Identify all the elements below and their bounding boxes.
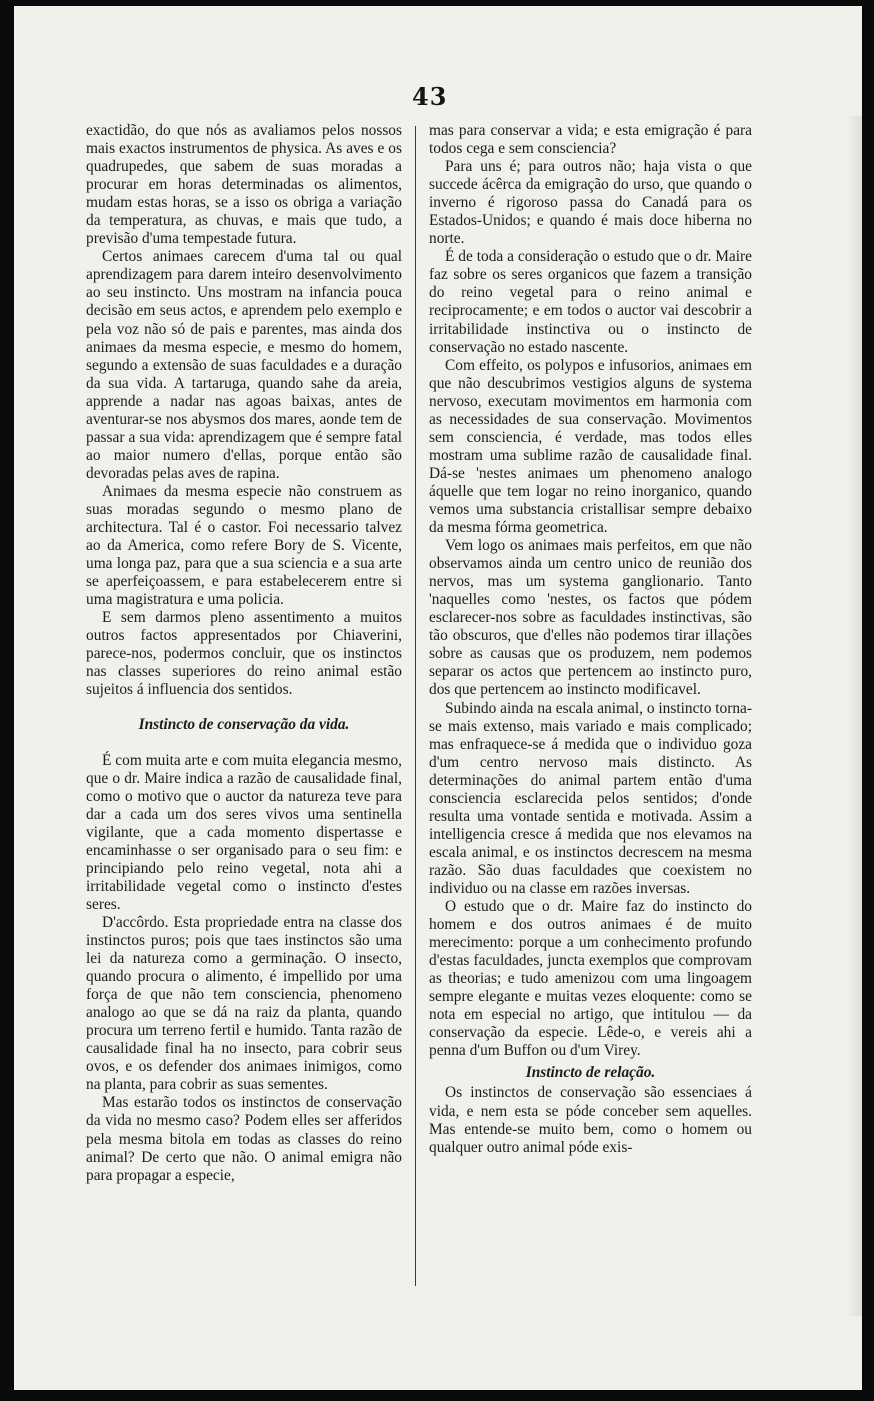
right-paragraph-1: mas para conservar a vida; e esta emigração é para todos cega e sem consciencia?	[429, 122, 752, 158]
left-paragraph-6: D'accôrdo. Esta propriedade entra na classe dos instinctos puros; pois que taes instinctos são uma lei da natureza como a germinação. O insecto, quando procura o alimento, é impellido por uma força de que não tem consciencia, phenomeno analogo ao que se dá na raiz da planta, quando procura um terreno fertil e humido. Tanta razão de causalidade final ha no insecto, para cobrir seus ovos, e os defender dos animaes inimigos, como na planta, para cobrir as suas sementes.	[86, 913, 402, 1094]
section-heading-conservacao: Instincto de conservação da vida.	[138, 715, 350, 733]
right-paragraph-5: Vem logo os animaes mais perfeitos, em que não observamos ainda um centro unico de reunião dos nervos, mas um systema ganglionario. Tanto 'naquelles como 'nestes, os factos que pódem esclarecer-nos sobre as faculdades instinctivas, são tão obscuros, que d'elles não podemos tirar illações sobre as causas que os produzem, nem podemos separar os actos que pertencem ao instincto puro, dos que pertencem ao instincto modificavel.	[429, 537, 752, 699]
left-paragraph-4: E sem darmos pleno assentimento a muitos outros factos appresentados por Chiaverini, parece-nos, podermos concluir, que os instinctos nas classes superiores do reino animal estão sujeitos á influencia dos sentidos.	[86, 609, 402, 699]
right-column	[429, 122, 752, 1157]
left-paragraph-2: Certos animaes carecem d'uma tal ou qual aprendizagem para darem inteiro desenvolvimento ao seu instincto. Uns mostram na infancia pouca decisão em seus actos, e aprendem pelo exemplo e pela voz não só de pais e parentes, mas ainda dos animaes da mesma especie, e mesmo do homem, segundo a extensão de suas faculdades e a duração da sua vida. A tartaruga, quando sahe da areia, apprende a nadar nas agoas baixas, antes de aventurar-se nos abysmos dos mares, aonde tem de passar a sua vida: aprendizagem que é sempre fatal ao maior numero d'ellas, porque então são devoradas pelas aves de rapina.	[86, 248, 402, 482]
page-edge-shadow	[846, 116, 862, 1316]
left-paragraph-1: exactidão, do que nós as avaliamos pelos nossos mais exactos instrumentos de physica. As aves e os quadrupedes, que sabem de suas moradas a procurar em horas determinadas os alimentos, mudam estas horas, se a isso os obriga a variação da temperatura, as chuvas, e mais que tudo, a previsão d'uma tempestade futura.	[86, 122, 402, 248]
right-paragraph-7: O estudo que o dr. Maire faz do instincto do homem e dos outros animaes é de muito merecimento: porque a um conhecimento profundo d'estas faculdades, juncta exemplos que comprovam as theorias; e tudo amenizou com uma lingoagem sempre elegante e muitas vezes eloquente: como se nota em especial no artigo, que intitulou — da conservação da especie. Lêde-o, e vereis ahi a penna d'um Buffon ou d'um Virey.	[429, 898, 752, 1060]
right-paragraph-6: Subindo ainda na escala animal, o instincto torna-se mais extenso, mais variado e mais complicado; mas enfraquece-se á medida que o individuo goza d'um centro nervoso mais distincto. As determinações do animal partem então d'uma consciencia esclarecida pelos sentidos; d'onde resulta uma vontade sentida e motivada. Assim a intelligencia cresce á medida que nos elevamos na escala animal, e os instinctos decrescem na mesma razão. São duas faculdades que coexistem no individuo ou na classe em razões inversas.	[429, 699, 752, 897]
section-heading-relacao: Instincto de relação.	[525, 1064, 656, 1082]
left-paragraph-3: Animaes da mesma especie não construem as suas moradas segundo o mesmo plano de architectura. Tal é o castor. Foi necessario talvez ao da America, como refere Bory de S. Vicente, uma longa paz, para que a sua sciencia e a sua arte se aperfeiçoassem, e para estabelecerem entre si uma magistratura e uma policia.	[86, 482, 402, 609]
left-column	[86, 122, 402, 1185]
right-paragraph-8: Os instinctos de conservação são essenciaes á vida, e nem esta se póde conceber sem aquelles. Mas entende-se muito bem, como o homem ou qualquer outro animal póde exis-	[429, 1084, 752, 1156]
right-paragraph-2: Para uns é; para outros não; haja vista o que succede ácêrca da emigração do urso, que quando o inverno é rigoroso passa do Canadá para os Estados-Unidos; e quando é mais doce hiberna no norte.	[429, 158, 752, 248]
right-paragraph-3: É de toda a consideração o estudo que o dr. Maire faz sobre os seres organicos que fazem a transição do reino vegetal para o reino animal e reciprocamente; e em todos o auctor vai descobrir a irritabilidade instinctiva ou o instincto de conservação no estado nascente.	[429, 248, 752, 356]
right-paragraph-4: Com effeito, os polypos e infusorios, animaes em que não descubrimos vestigios alguns de systema nervoso, executam movimentos em harmonia com as necessidades de sua conservação. Movimentos sem consciencia, é verdade, mas todos elles mostram uma sublime razão de causalidade final. Dá-se 'nestes animaes um phenomeno analogo áquelle que tem logar no reino inorganico, quando vemos uma substancia cristallisar sempre debaixo da mesma fórma geometrica.	[429, 356, 752, 537]
left-paragraph-5: É com muita arte e com muita elegancia mesmo, que o dr. Maire indica a razão de causalidade final, como o motivo que o auctor da natureza teve para dar a cada um dos seres vivos uma sentinella vigilante, que a cada momento dispertasse e encaminhasse o ser organisado para o seu fim: e principiando pelo reino vegetal, nota ahi a irritabilidade vegetal como o instincto d'estes seres.	[86, 751, 402, 913]
page-number: 43	[412, 82, 448, 111]
newspaper-page	[14, 6, 862, 1390]
left-paragraph-7: Mas estarão todos os instinctos de conservação da vida no mesmo caso? Podem elles ser afferidos pela mesma bitola em todas as classes do reino animal? De certo que não. O animal emigra não para propagar a especie,	[86, 1094, 402, 1184]
column-divider	[415, 126, 416, 1286]
